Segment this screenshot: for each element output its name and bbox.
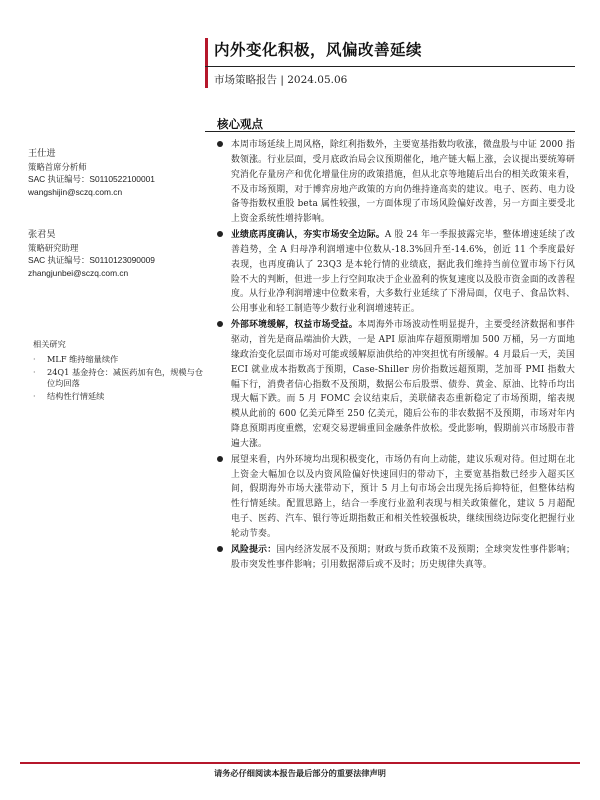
- core-view-item: [217, 453, 575, 542]
- analyst-sac: SAC 执证编号：S0110522100001: [28, 174, 155, 184]
- bullet-dot-icon: ·: [33, 355, 36, 364]
- report-subtitle: 市场策略报告 | 2024.05.06: [214, 74, 348, 86]
- analyst-card: [28, 229, 203, 279]
- section-title: 核心观点: [217, 117, 263, 131]
- core-views-list: [217, 138, 575, 573]
- core-view-text: A 股 24 年一季报披露完毕，整体增速延续了改善趋势，全 A 归母净利润增速中位数从-18.3%回升至-14.6%，创近 11 个季度最好表现，也再度确认了 23Q3 是本轮行情的业绩底，据此我们维持当前位置市场下行风险不大的判断，但进一步上行空间取决于企业盈利的恢复速度以及股市资金面的改善程度。从行业净利润增速中位数来看，大多数行业延续了下滑局面，仅电子、食品饮料、公用事业和轻工制造等少数行业利润增速转正。: [231, 230, 575, 315]
- related-research-title: 相关研究: [33, 339, 66, 349]
- related-research-item-label: 结构性行情延续: [47, 390, 105, 401]
- related-research-item[interactable]: [33, 367, 203, 390]
- related-research-item-label: MLF 维持缩量续作: [47, 354, 119, 364]
- bullet-icon: [217, 456, 223, 462]
- bullet-dot-icon: ·: [33, 367, 36, 377]
- analyst-role: 策略首席分析师: [28, 161, 87, 172]
- related-research-item[interactable]: [33, 354, 203, 366]
- related-research-item[interactable]: [33, 391, 203, 403]
- related-research-item-label: 24Q1 基金持仓：减医药加有色，规模与仓位均回落: [47, 366, 203, 388]
- related-research: [33, 339, 203, 403]
- footer-disclaimer: 请务必仔细阅读本报告最后部分的重要法律声明: [214, 768, 386, 778]
- analyst-name: 张君昊: [28, 229, 56, 240]
- core-view-item: [217, 138, 575, 227]
- bullet-icon: [217, 141, 223, 147]
- analyst-email[interactable]: wangshijin@sczq.com.cn: [28, 186, 123, 197]
- report-title: 内外变化积极，风偏改善延续: [214, 40, 423, 59]
- core-view-text: 展望来看，内外环境均出现积极变化，市场仍有向上动能，建议乐观对待。但过期在北上资金大幅加仓以及内资风险偏好快速回归的带动下，主要宽基指数已经步入超买区间，假期海外市场大涨带动下，预计 5 月上旬市场会出现先扬后抑特征，但整体结构性行情延续。配置思路上，结合一季度行业盈利表现与相关政策催化，建议 5 月超配电子、医药、汽车、银行等近期指数正和相关性较强板块，继续围绕边际变化把握行业轮动节奏。: [231, 454, 575, 539]
- section-divider: [205, 131, 575, 132]
- analyst-sac: SAC 执证编号：S0110123090009: [28, 255, 155, 265]
- core-view-text: 本周市场延续上周风格，除红利指数外，主要宽基指数均收涨，微盘股与中证 2000 指数领涨。行业层面，受月底政治局会议预期催化，地产链大幅上涨，会议提出要统筹研究消化存量房产和优化增量住房的政策措施，但从北京等地随后出台的相关政策来看，不及市场预期，对于博弈房地产政策的方向仍维持逢高卖的建议。电子、医药、电力设备等指数权重股 beta 属性较强，一方面体现了市场风险偏好改善，另一方面主要受北上资金系统性增持影响。: [231, 140, 575, 225]
- bullet-icon: [217, 321, 223, 327]
- analyst-card: [28, 148, 203, 198]
- core-view-item: [217, 228, 575, 317]
- analyst-role: 策略研究助理: [28, 242, 79, 253]
- core-view-lead: 风险提示：: [231, 544, 277, 555]
- title-accent-bar: [205, 38, 208, 88]
- analyst-name: 王仕进: [28, 148, 56, 159]
- bullet-icon: [217, 231, 223, 237]
- core-view-text: 本周海外市场波动性明显提升，主要受经济数据和事件驱动，首先是商品端油价大跌，一是 API 原油库存超预期增加 500 万桶，另一方面地缘政治变化层面市场对可能或缓解原油供给的冲突担忧有所缓解。4 月最后一天，美国 ECI 就业成本指数高于预期，Case-Shiller 房价指数远超预期，芝加哥 PMI 指数大幅下行，消费者信心指数不及预期，数据公布后股票、债券、黄金、原油、比特币均出现大幅下跌。而 5 月 FOMC 会议结束后，美联储表态重新稳定了市场预期，缩表规模从此前的 600 亿美元降至 250 亿美元，随后公布的非农数据不及预期，市场对年内降息预期再度重燃，宏观交易逻辑重回金融条件放松。受此影响，假期前兴市场股市普遍大涨。: [231, 320, 575, 449]
- bullet-dot-icon: ·: [33, 391, 36, 401]
- core-view-item: [217, 543, 575, 573]
- footer-divider: [20, 762, 580, 764]
- core-view-item: [217, 318, 575, 452]
- analyst-email[interactable]: zhangjunbei@sczq.com.cn: [28, 267, 129, 278]
- core-view-lead: 外部环境缓解，权益市场受益。: [231, 320, 358, 331]
- core-view-text: 国内经济发展不及预期；财政与货币政策不及预期；全球突发性事件影响；股市突发性事件影响；引用数据滞后或不及时；历史规律失真等。: [231, 544, 576, 570]
- core-view-lead: 业绩底再度确认，夯实市场安全边际。: [231, 230, 385, 241]
- bullet-icon: [217, 546, 223, 552]
- title-divider: [205, 66, 575, 67]
